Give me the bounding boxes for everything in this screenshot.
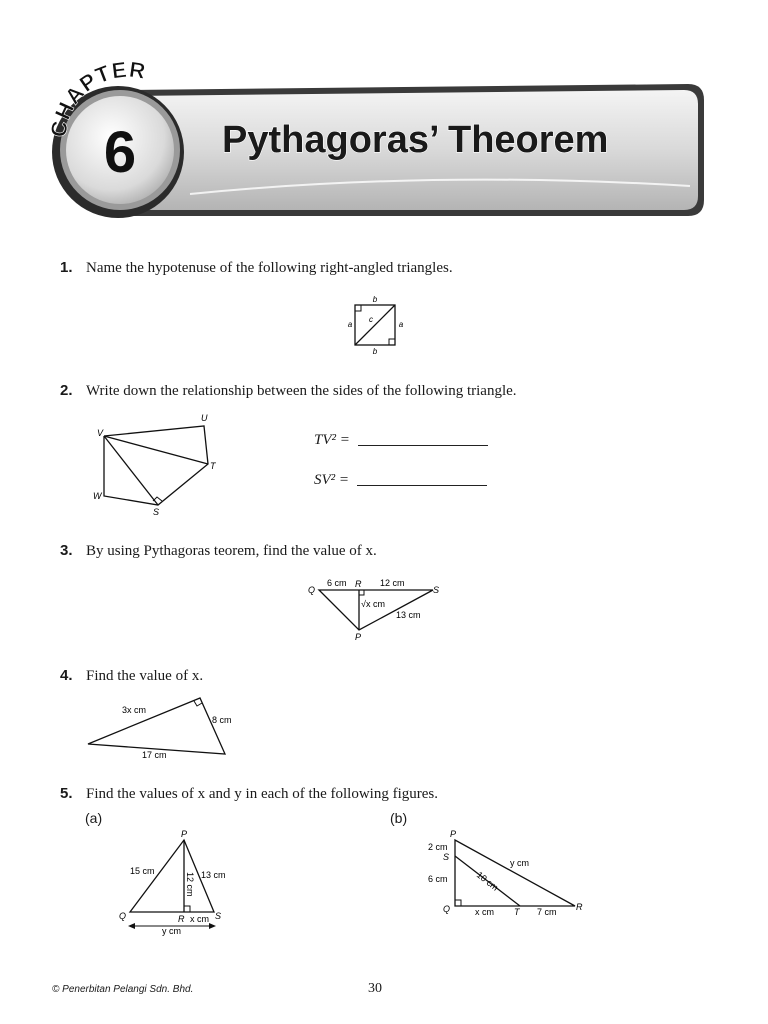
label-ycm: y cm	[510, 858, 529, 868]
label-sp: 13 cm	[396, 610, 421, 620]
figure-5a-triangle	[110, 826, 240, 938]
label-p: P	[450, 829, 457, 839]
label-s: S	[153, 507, 160, 517]
label-xcm: x cm	[190, 914, 209, 924]
question-number: 4.	[60, 667, 73, 684]
label-b-bottom: b	[372, 347, 378, 356]
label-8cm: 8 cm	[212, 715, 232, 725]
chapter-banner	[0, 0, 768, 240]
page-number: 30	[368, 981, 382, 996]
label-qr: 6 cm	[327, 578, 347, 588]
label-u: U	[201, 413, 208, 423]
label-r: R	[178, 914, 185, 924]
label-v: V	[97, 428, 104, 438]
subpart-a-label: (a)	[85, 810, 103, 826]
label-6cm: 6 cm	[428, 874, 448, 884]
label-xcm: x cm	[475, 907, 494, 917]
page-title: Pythagoras’ Theorem	[222, 119, 609, 161]
label-t: T	[210, 461, 216, 471]
label-s: S	[443, 852, 450, 862]
label-p: P	[181, 829, 188, 839]
chapter-number: 6	[103, 120, 137, 185]
label-a-right: a	[398, 320, 404, 329]
question-text: Write down the relationship between the sides of the following triangle.	[86, 383, 517, 399]
subpart-b-label: (b)	[390, 810, 408, 826]
publisher-credit: © Penerbitan Pelangi Sdn. Bhd.	[52, 984, 194, 995]
label-15cm: 15 cm	[130, 866, 155, 876]
label-b-top: b	[372, 295, 378, 304]
question-number: 3.	[60, 542, 73, 559]
label-2cm: 2 cm	[428, 842, 448, 852]
figure-1-square	[340, 292, 410, 356]
question-2	[60, 382, 517, 400]
question-number: 2.	[60, 382, 73, 399]
equation-lhs: TV² =	[314, 432, 350, 448]
label-t: T	[514, 907, 520, 917]
figure-2-quadrilateral	[88, 408, 228, 518]
label-c: c	[369, 315, 373, 324]
label-13cm: 13 cm	[201, 870, 226, 880]
equation-sv	[314, 472, 487, 489]
label-10cm: 10 cm	[474, 869, 501, 893]
label-s: S	[433, 585, 440, 595]
label-r: R	[576, 902, 583, 912]
question-text: Find the value of x.	[86, 668, 204, 684]
label-q: Q	[443, 904, 451, 914]
label-s: S	[215, 911, 222, 921]
question-text: Name the hypotenuse of the following right-angled triangles.	[86, 260, 453, 276]
question-text: Find the values of x and y in each of the following figures.	[86, 786, 439, 802]
question-5	[60, 785, 438, 803]
question-4	[60, 667, 203, 685]
label-3x: 3x cm	[122, 705, 147, 715]
label-r: R	[355, 579, 362, 589]
label-w: W	[93, 491, 102, 501]
label-a-left: a	[347, 320, 353, 329]
label-17cm: 17 cm	[142, 750, 167, 760]
label-7cm: 7 cm	[537, 907, 557, 917]
label-12cm: 12 cm	[185, 872, 195, 897]
chapter-word: CHAPTER	[45, 56, 148, 139]
question-number: 1.	[60, 259, 73, 276]
label-q: Q	[119, 911, 127, 921]
question-number: 5.	[60, 785, 73, 802]
figure-5b-triangle	[420, 826, 590, 922]
figure-3-triangle	[300, 574, 450, 644]
label-rs: 12 cm	[380, 578, 405, 588]
equation-lhs: SV² =	[314, 472, 350, 488]
question-1	[60, 259, 453, 277]
answer-line[interactable]	[357, 485, 487, 486]
label-p: P	[355, 632, 362, 642]
question-text: By using Pythagoras teorem, find the value of x.	[86, 543, 377, 559]
label-rp: √x cm	[361, 599, 385, 609]
equation-tv	[314, 432, 488, 449]
figure-4-triangle	[80, 692, 250, 764]
question-3	[60, 542, 377, 560]
answer-line[interactable]	[358, 445, 488, 446]
label-ycm: y cm	[162, 926, 181, 936]
label-q: Q	[308, 585, 316, 595]
